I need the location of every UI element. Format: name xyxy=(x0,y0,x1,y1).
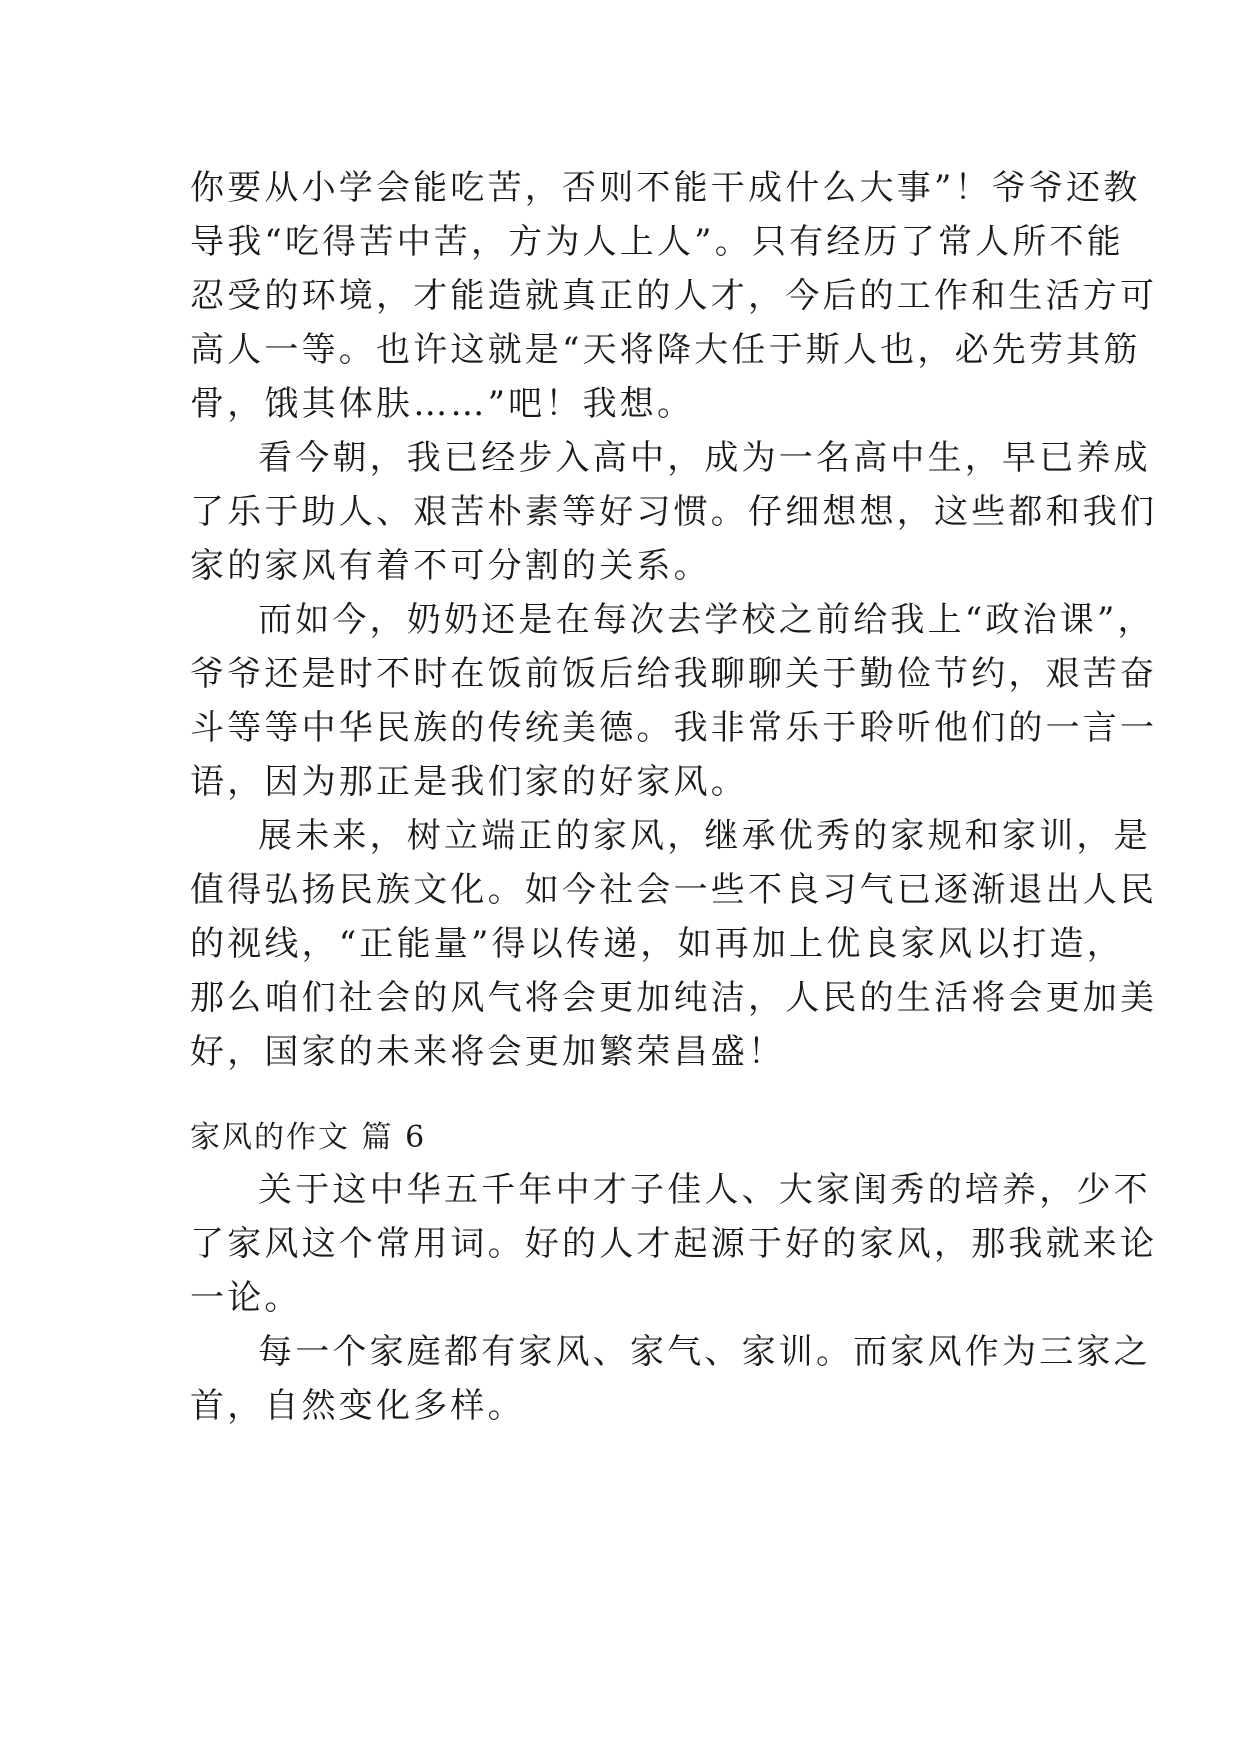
paragraph-4-line-2: 值得弘扬民族文化。如今社会一些不良习气已逐渐退出人民 xyxy=(190,870,1158,910)
paragraph-2-line-2: 了乐于助人、艰苦朴素等好习惯。仔细想想，这些都和我们 xyxy=(190,492,1158,532)
paragraph-4-line-4: 那么咱们社会的风气将会更加纯洁，人民的生活将会更加美 xyxy=(190,978,1158,1018)
paragraph-3-line-1: 而如今，奶奶还是在每次去学校之前给我上“政治课”， xyxy=(258,600,1155,640)
paragraph-6-line-2: 首，自然变化多样。 xyxy=(190,1386,525,1426)
paragraph-5-line-2: 了家风这个常用词。好的人才起源于好的家风，那我就来论 xyxy=(190,1224,1158,1264)
paragraph-4-line-5: 好，国家的未来将会更加繁荣昌盛！ xyxy=(190,1032,786,1072)
paragraph-3-line-3: 斗等等中华民族的传统美德。我非常乐于聆听他们的一言一 xyxy=(190,708,1158,748)
paragraph-6-line-1: 每一个家庭都有家风、家气、家训。而家风作为三家之 xyxy=(258,1332,1151,1372)
paragraph-2-line-3: 家的家风有着不可分割的关系。 xyxy=(190,546,711,586)
paragraph-4-line-3: 的视线，“正能量”得以传递，如再加上优良家风以打造， xyxy=(190,924,1124,964)
paragraph-1-line-2: 导我“吃得苦中苦，方为人上人”。只有经历了常人所不能 xyxy=(190,222,1124,262)
section-heading: 家风的作文 篇 6 xyxy=(190,1120,427,1155)
paragraph-5-line-1: 关于这中华五千年中才子佳人、大家闺秀的培养，少不 xyxy=(258,1170,1151,1210)
paragraph-1-line-4: 高人一等。也许这就是“天将降大任于斯人也，必先劳其筋 xyxy=(190,330,1141,370)
paragraph-1-line-1: 你要从小学会能吃苦，否则不能干成什么大事”！爷爷还教 xyxy=(190,168,1141,208)
paragraph-1-line-3: 忍受的环境，才能造就真正的人才，今后的工作和生活方可 xyxy=(190,276,1158,316)
paragraph-2-line-1: 看今朝，我已经步入高中，成为一名高中生，早已养成 xyxy=(258,438,1151,478)
paragraph-5-line-3: 一论。 xyxy=(190,1278,302,1318)
paragraph-3-line-4: 语，因为那正是我们家的好家风。 xyxy=(190,762,748,802)
paragraph-3-line-2: 爷爷还是时不时在饭前饭后给我聊聊关于勤俭节约，艰苦奋 xyxy=(190,654,1158,694)
paragraph-4-line-1: 展未来，树立端正的家风，继承优秀的家规和家训，是 xyxy=(258,816,1151,856)
paragraph-1-line-5: 骨，饿其体肤……”吧！我想。 xyxy=(190,384,695,424)
